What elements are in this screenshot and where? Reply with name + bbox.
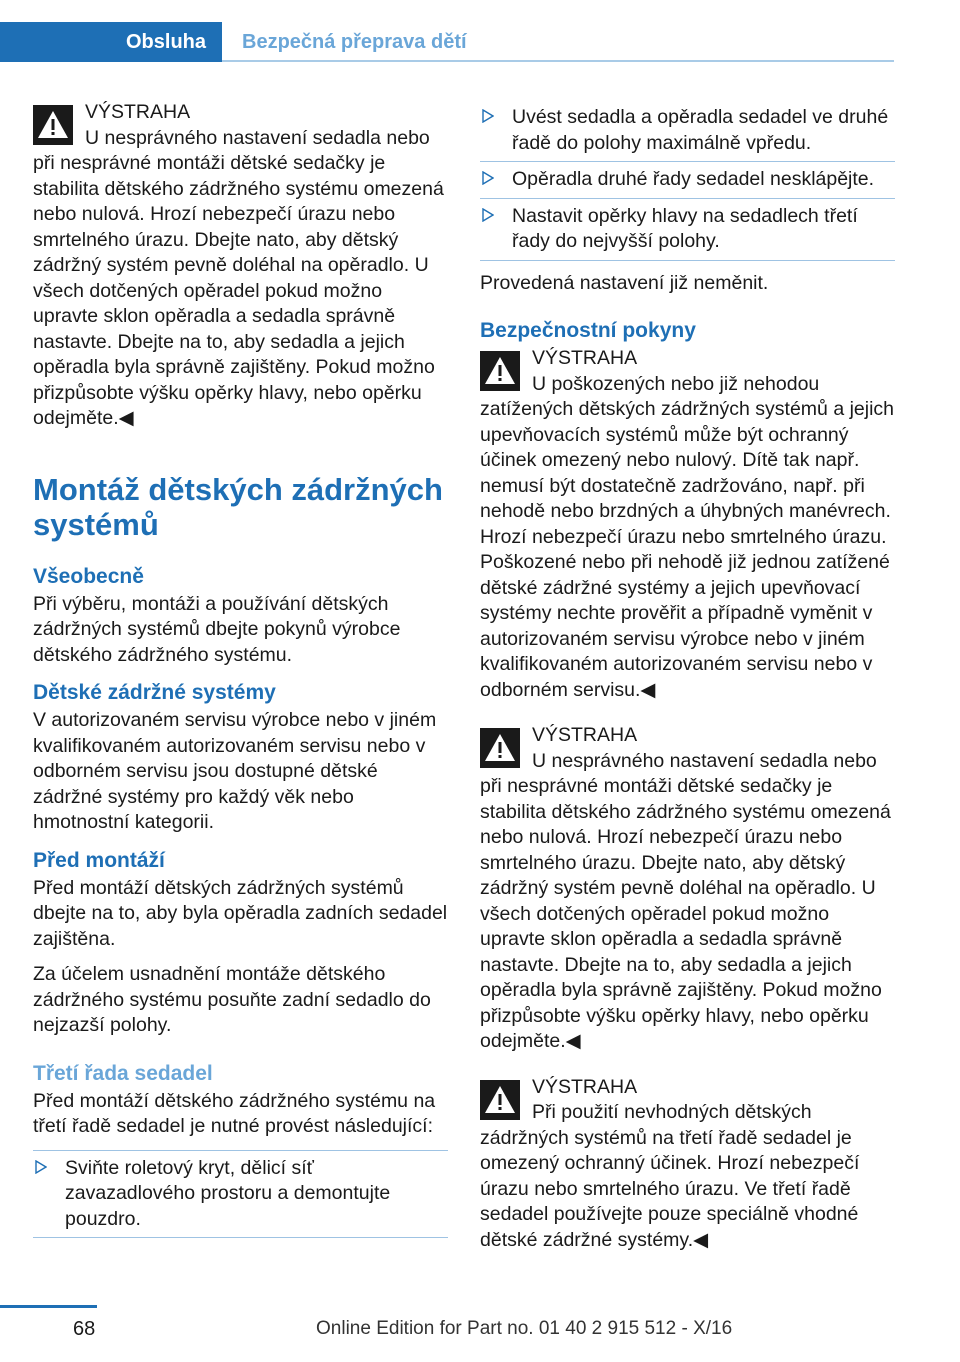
step-list: [33, 1150, 448, 1239]
edition-text: Online Edition for Part no. 01 40 2 915 512 - X/16: [316, 1318, 733, 1339]
right-column: [480, 100, 895, 1273]
warning-title: VÝSTRAHA: [85, 101, 191, 123]
triangle-bullet-icon: [482, 208, 494, 222]
step-text: Sviňte roletový kryt, dělicí síť zavazadlového prostoru a demontujte pouzdro.: [65, 1156, 391, 1230]
list-item: [33, 1151, 448, 1239]
section-text-child-seats: V autorizovaném servisu výrobce nebo v jiném kvalifikovaném autorizovaném servisu nebo v odborném servisu jsou dostupné dětské zádržné systémy pro každý věk nebo hmotnostní kategorii.: [33, 709, 437, 833]
warning-title: VÝSTRAHA: [532, 724, 638, 746]
left-column: [33, 100, 448, 1248]
warning-box: [480, 346, 895, 703]
section-text-third-row: Před montáží dětského zádržného systému na třetí řadě sedadel je nutné provést následující:: [33, 1089, 436, 1137]
warning-icon: [480, 728, 520, 768]
warning-box: [480, 723, 895, 1055]
list-item: [480, 199, 895, 261]
warning-title: VÝSTRAHA: [532, 1075, 638, 1098]
warning-title: VÝSTRAHA: [532, 347, 638, 369]
page-number: 68: [73, 1318, 96, 1340]
section-title-child-seats: Dětské zádržné systémy: [33, 681, 276, 704]
header-rule: [222, 60, 894, 62]
warning-text: U nesprávného nastavení sedadla nebo při nesprávné montáži dětské sedačky je stabilita dětského zádržného systému omezená nebo nulová. Hrozí nebezpečí úrazu nebo smrtelného úrazu. Dbejte nato, aby dětský zádržný systém pevně doléhal na opěradlo. U všech dotčených opěradel pokud možno upravte sklon opěradla a sedadla správně nastavte. Dbejte na to, aby sedadla a jejich opěradla byla správně zajištěny. Pokud možno přizpůsobte výšku opěrky hlavy, nebo opěrku odejměte.◀: [33, 126, 444, 429]
triangle-bullet-icon: [482, 171, 494, 185]
step-text: Nastavit opěrky hlavy na sedadlech třetí řady do nejvyšší polohy.: [512, 204, 858, 252]
section-text-general: Při výběru, montáži a používání dětských zádržných systémů dbejte pokynů výrobce dětského zádržného systému.: [33, 592, 401, 666]
section-title-safety: Bezpečnostní pokyny: [480, 319, 696, 342]
step-text: Uvést sedadla a opěradla sedadel ve druhé řadě do polohy maximálně vpředu.: [512, 106, 889, 154]
list-item: [480, 162, 895, 199]
settings-note: Provedená nastavení již neměnit.: [480, 271, 769, 294]
warning-icon: [480, 1080, 520, 1120]
warning-text: U poškozených nebo již nehodou zatížených dětských zádržných systémů a jejich upevňovacích systémů může být ochranný účinek omezený nebo nulový. Dítě tak např. nemusí být dostatečně zadržováno, např. při nehodě nebo brzdných a úhybných manévrech. Hrozí nebezpečí úrazu nebo smrtelného úrazu. Poškozené nebo při nehodě již jednou zatížené dětské zádržné systémy a jejich upevňovací systémy nechte prověřit a případně vyměnit v autorizovaném servisu výrobce nebo v jiném kvalifikovaném autorizovaném servisu nebo v odborném servisu.◀: [480, 372, 895, 701]
chapter-title: Montáž dětských zádržných systémů: [33, 471, 443, 542]
section-tab: Obsluha: [0, 22, 222, 62]
section-text-before-1: Před montáží dětských zádržných systémů dbejte na to, aby byla opěradla zadních sedadel zajištěna.: [33, 876, 448, 950]
warning-icon: [480, 351, 520, 391]
step-text: Opěradla druhé řady sedadel nesklápějte.: [512, 168, 875, 190]
step-list: [480, 100, 895, 261]
warning-box: [480, 1075, 895, 1254]
footer-rule: [0, 1305, 97, 1308]
section-title-general: Všeobecně: [33, 564, 144, 588]
section-text-before-2: Za účelem usnadnění montáže dětského zádržného systému posuňte zadní sedadlo do nejzazší polohy.: [33, 963, 431, 1036]
section-title-third-row: Třetí řada sedadel: [33, 1061, 213, 1085]
warning-icon: [33, 105, 73, 145]
warning-text: U nesprávného nastavení sedadla nebo při nesprávné montáži dětské sedačky je stabilita dětského zádržného systému omezená nebo nulová. Hrozí nebezpečí úrazu nebo smrtelného úrazu. Dbejte nato, aby dětský zádržný systém pevně doléhal na opěradlo. U všech dotčených opěradel pokud možno upravte sklon opěradla a sedadla správně nastavte. Dbejte na to, aby sedadla a jejich opěradla byla správně zajištěny. Pokud možno přizpůsobte výšku opěrky hlavy, nebo opěrku odejměte.◀: [480, 749, 891, 1052]
warning-box: [33, 100, 448, 432]
subsection-tab: Bezpečná přeprava dětí: [242, 30, 467, 53]
section-title-before-mounting: Před montáží: [33, 848, 165, 872]
page-header: [0, 0, 960, 62]
triangle-bullet-icon: [35, 1160, 47, 1174]
warning-text: Při použití nevhodných dětských zádržných systémů na třetí řadě sedadel je omezený ochranný účinek. Hrozí nebezpečí úrazu nebo smrtelného úrazu. Ve třetí řadě sedadel používejte pouze speciálně vhodné dětské zádržné systémy.◀: [480, 1101, 860, 1251]
triangle-bullet-icon: [482, 109, 494, 123]
list-item: [480, 100, 895, 162]
